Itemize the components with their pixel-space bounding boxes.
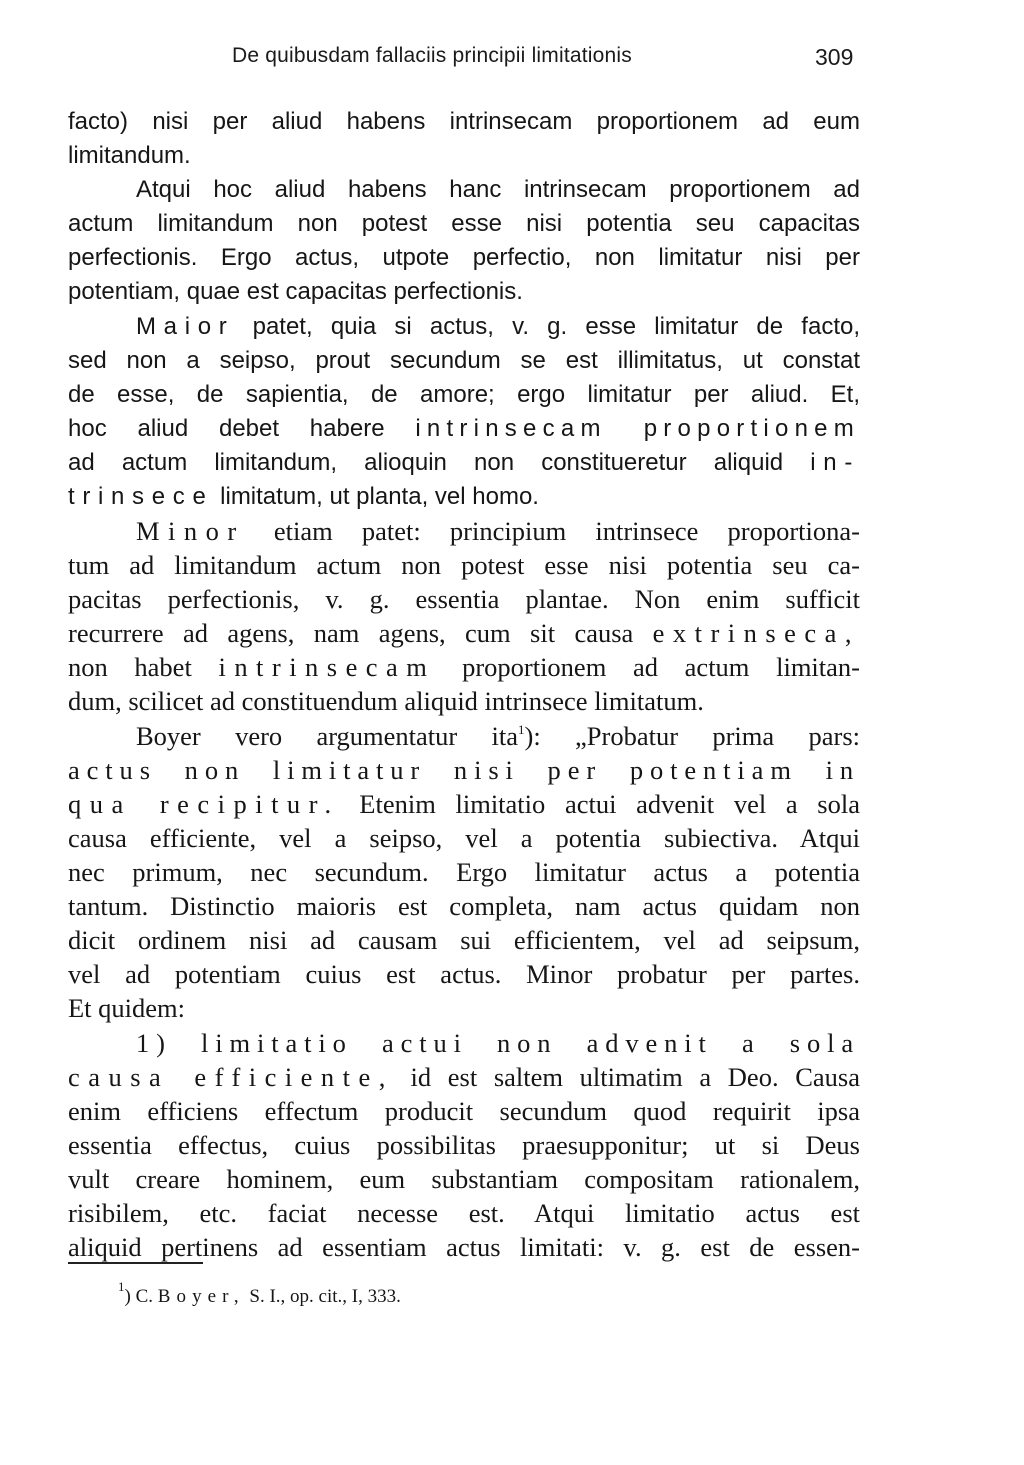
p3-line-6: trinsece limitatum, ut planta, vel homo. [68,483,539,510]
p5-line-8: vel ad potentiam cuius est actus. Minor probatur per partes. [68,959,860,989]
p6-line-3: enim efficiens effectum producit secundum quod requirit ipsa [68,1096,860,1126]
footnote-reference: 1 [518,722,525,737]
footnote: $^1$) C. Boyer, S. I., op. cit., I, 333. [118,1279,401,1307]
p5-line-3: qua recipitur. Etenim limitatio actui advenit vel a sola [68,789,860,819]
p4-line-6: dum, scilicet ad constituendum aliquid intrinsece limitatum. [68,686,704,716]
p6-line-6: risibilem, etc. faciat necesse est. Atqui limitatio actus est [68,1198,860,1228]
p6-line-4: essentia effectus, cuius possibilitas praesupponitur; ut si Deus [68,1130,860,1160]
p5-line-6: tantum. Distinctio maioris est completa, nam actus quidam non [68,891,860,921]
p2-line-4: potentiam, quae est capacitas perfectionis. [68,278,523,305]
running-title: De quibusdam fallaciis principii limitationis [232,44,632,67]
intrinsecam-proportionem-spaced: intrinsecam proportionem [415,415,860,442]
p6-line-7: aliquid pertinens ad essentiam actus limitati: v. g. est de essen- [68,1232,860,1262]
footnote-marker: 1 [118,1279,125,1294]
p5-line-9: Et quidem: [68,993,186,1023]
p5-line-2: actus non limitatur nisi per potentiam in [68,755,860,785]
p5-line-7: dicit ordinem nisi ad causam sui efficientem, vel ad seipsum, [68,925,860,955]
p5-line-4: causa efficiente, vel a seipso, vel a potentia subiectiva. Atqui [68,823,860,853]
p1-line-2: limitandum. [68,142,191,169]
p3-line-1: Maior patet, quia si actus, v. g. esse limitatur de facto, [136,313,860,340]
p3-line-2: sed non a seipso, prout secundum se est illimitatus, ut constat [68,347,860,374]
p6-line-1: 1) limitatio actui non advenit a sola [136,1028,860,1058]
footnote-divider [68,1262,203,1264]
page-number: 309 [815,44,854,70]
p4-line-5: non habet intrinsecam proportionem ad actum limitan- [68,652,860,682]
p2-line-1: Atqui hoc aliud habens hanc intrinsecam proportionem ad [136,176,860,203]
p3-line-4: hoc aliud debet habere intrinsecam proportionem [68,415,860,442]
p3-line-5: ad actum limitandum, alioquin non constitueretur aliquid in- [68,449,860,476]
p2-line-2: actum limitandum non potest esse nisi potentia seu capacitas [68,210,860,237]
p5-line-5: nec primum, nec secundum. Ergo limitatur actus a potentia [68,857,860,887]
p3-line-3: de esse, de sapientia, de amore; ergo limitatur per aliud. Et, [68,381,860,408]
maior-spaced: Maior [136,313,235,340]
footnote-author: Boyer, [157,1286,245,1307]
p4-line-2: tum ad limitandum actum non potest esse nisi potentia seu ca- [68,550,860,580]
p4-line-4: recurrere ad agens, nam agens, cum sit causa extrinseca, [68,618,860,648]
p4-line-1: Minor etiam patet: principium intrinsece proportiona- [136,516,860,546]
p6-line-2: causa efficiente, id est saltem ultimatim a Deo. Causa [68,1062,860,1092]
p1-line-1: facto) nisi per aliud habens intrinsecam proportionem ad eum [68,108,860,135]
minor-spaced: Minor [136,516,245,546]
p5-line-1: Boyer vero argumentatur ita$^1$): „Probatur prima pars: [136,721,860,751]
p4-line-3: pacitas perfectionis, v. g. essentia plantae. Non enim sufficit [68,584,860,614]
p6-line-5: vult creare hominem, eum substantiam compositam rationalem, [68,1164,860,1194]
p2-line-3: perfectionis. Ergo actus, utpote perfectio, non limitatur nisi per [68,244,860,271]
